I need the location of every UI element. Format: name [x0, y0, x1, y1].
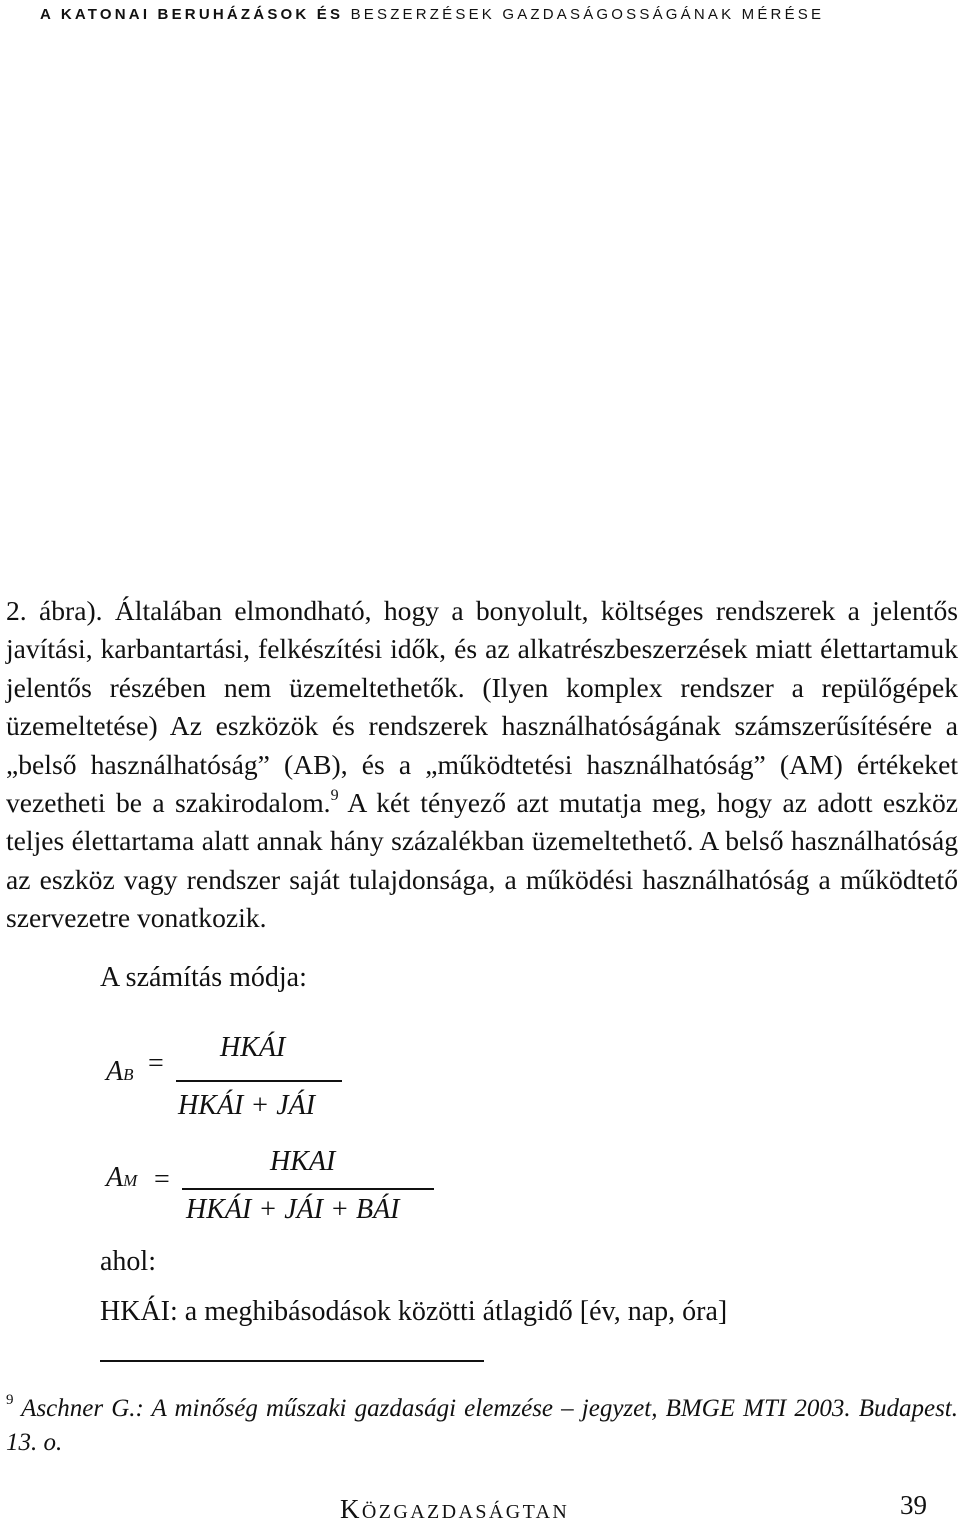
- footnote-text: Aschner G.: A minőség műszaki gazdasági elemzése – jegyzet, BMGE MTI 2003. Budapest. 13. o.: [6, 1395, 958, 1456]
- formula-am-lhs: [106, 1162, 137, 1194]
- calculation-title: A számítás módja:: [100, 962, 307, 993]
- formula-am-lhs-letter: A: [106, 1162, 124, 1193]
- hkai-definition: HKÁI: a meghibásodások közötti átlagidő [év, nap, óra]: [100, 1296, 728, 1327]
- formula-ab-denominator: HKÁI + JÁI: [178, 1090, 316, 1121]
- formula-am-subscript: M: [123, 1171, 138, 1190]
- footnote-separator: [100, 1360, 484, 1362]
- formula-am-fraction-bar: [182, 1188, 434, 1190]
- footnote-number: 9: [6, 1392, 14, 1408]
- footer-title-initial: K: [340, 1494, 362, 1524]
- paragraph-text-start: 2. ábra). Általában elmondható, hogy a bonyolult, költséges rendszerek a jelentős javítási, karbantartási, felkészítési idők, és az alkatrészbeszerzések miatt élettartamuk jelentős részében nem üzemeltethetők. (Ilyen komplex rendszer a repülőgépek üzemeltetése) Az eszközök és rendszerek használhatóságának számszerűsítésére a „belső használhatóság” (AB), és a „működtetési használhatóság” (AM) értékeket vezetheti be a szakirodalom.: [6, 595, 958, 819]
- formula-ab-fraction-bar: [176, 1080, 342, 1082]
- formula-ab-lhs: [106, 1056, 134, 1088]
- footer-title-rest: ÖZGAZDASÁGTAN: [361, 1501, 570, 1523]
- header-bold-part: A KATONAI BERUHÁZÁSOK ÉS: [40, 6, 344, 23]
- where-label: ahol:: [100, 1246, 156, 1277]
- formula-am: [100, 1140, 440, 1230]
- header-light-part: BESZERZÉSEK GAZDASÁGOSSÁGÁNAK MÉRÉSE: [350, 6, 825, 23]
- footnote-reference: 9: [330, 787, 339, 805]
- formula-ab-equals: =: [148, 1048, 164, 1079]
- formula-ab-numerator: HKÁI: [220, 1032, 286, 1063]
- formula-ab-subscript: B: [123, 1065, 134, 1084]
- body-paragraph: [6, 592, 958, 938]
- formula-am-denominator: HKÁI + JÁI + BÁI: [186, 1194, 400, 1225]
- formula-am-numerator: HKAI: [270, 1146, 336, 1177]
- running-header: [40, 6, 940, 23]
- formula-am-equals: =: [154, 1164, 170, 1195]
- footer-title: [340, 1494, 569, 1525]
- paragraph-text-end: A két tényező azt mutatja meg, hogy az adott eszköz teljes élettartama alatt annak hány százalékban üzemeltethető. A belső használhatóság az eszköz vagy rendszer saját tulajdonsága, a működési használhatóság a működtető szervezetre vonatkozik.: [6, 787, 958, 934]
- formula-ab-lhs-letter: A: [106, 1056, 124, 1087]
- footnote: [6, 1392, 958, 1460]
- formula-ab: [100, 1032, 360, 1126]
- page-number: 39: [900, 1490, 927, 1520]
